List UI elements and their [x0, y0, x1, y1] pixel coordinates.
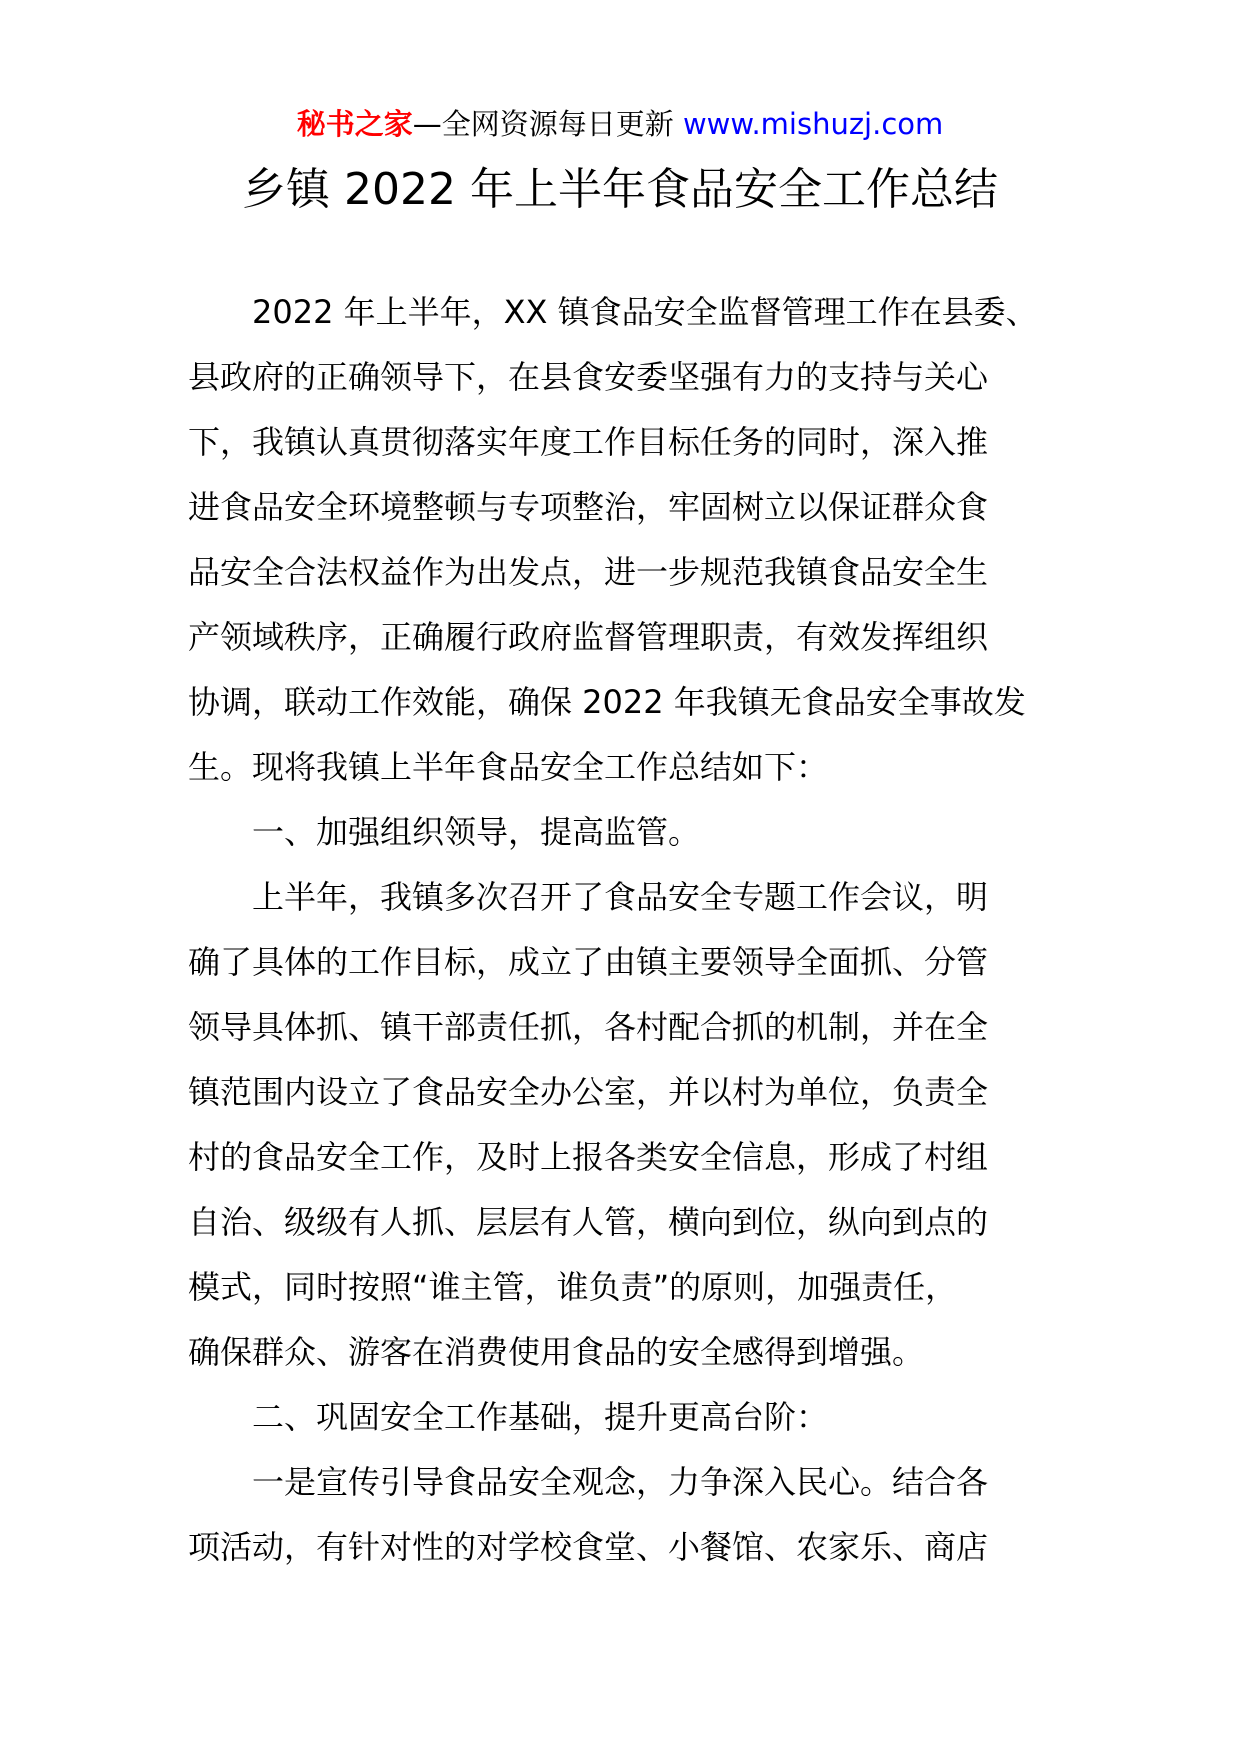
- text-line: 产领域秩序，正确履行政府监督管理职责，有效发挥组织: [188, 618, 989, 656]
- section-heading: 二、巩固安全工作基础，提升更高台阶：: [188, 1398, 829, 1436]
- text-line: 县政府的正确领导下，在县食安委坚强有力的支持与关心: [188, 358, 989, 396]
- site-url-link[interactable]: www.mishuzj.com: [682, 107, 944, 141]
- text-line: 确了具体的工作目标，成立了由镇主要领导全面抓、分管: [188, 943, 989, 981]
- text-line: 协调，联动工作效能，确保 2022 年我镇无食品安全事故发: [188, 683, 1026, 721]
- text-line: 品安全合法权益作为出发点，进一步规范我镇食品安全生: [188, 553, 989, 591]
- watermark-header: [0, 104, 1240, 144]
- text-line: 2022 年上半年，XX 镇食品安全监督管理工作在县委、: [188, 293, 1038, 331]
- text-line: 上半年，我镇多次召开了食品安全专题工作会议，明: [188, 878, 989, 916]
- text-line: 确保群众、游客在消费使用食品的安全感得到增强。: [188, 1333, 925, 1371]
- text-line: 领导具体抓、镇干部责任抓，各村配合抓的机制，并在全: [188, 1008, 989, 1046]
- document-body: [188, 294, 1054, 1594]
- text-line: 进食品安全环境整顿与专项整治，牢固树立以保证群众食: [188, 488, 989, 526]
- header-tagline: —全网资源每日更新: [412, 107, 674, 141]
- section-heading: 一、加强组织领导，提高监管。: [188, 813, 701, 851]
- brand-name: 秘书之家: [296, 107, 413, 141]
- text-line: 生。现将我镇上半年食品安全工作总结如下：: [188, 748, 829, 786]
- text-line: 村的食品安全工作，及时上报各类安全信息，形成了村组: [188, 1138, 989, 1176]
- text-line: 一是宣传引导食品安全观念，力争深入民心。结合各: [188, 1463, 989, 1501]
- document-title: 乡镇 2022 年上半年食品安全工作总结: [242, 164, 998, 215]
- text-line: 自治、级级有人抓、层层有人管，横向到位，纵向到点的: [188, 1203, 989, 1241]
- text-line: 镇范围内设立了食品安全办公室，并以村为单位，负责全: [188, 1073, 989, 1111]
- text-line: 项活动，有针对性的对学校食堂、小餐馆、农家乐、商店: [188, 1528, 989, 1566]
- text-line: 模式，同时按照“谁主管，谁负责”的原则，加强责任，: [188, 1268, 958, 1306]
- text-line: 下，我镇认真贯彻落实年度工作目标任务的同时，深入推: [188, 423, 989, 461]
